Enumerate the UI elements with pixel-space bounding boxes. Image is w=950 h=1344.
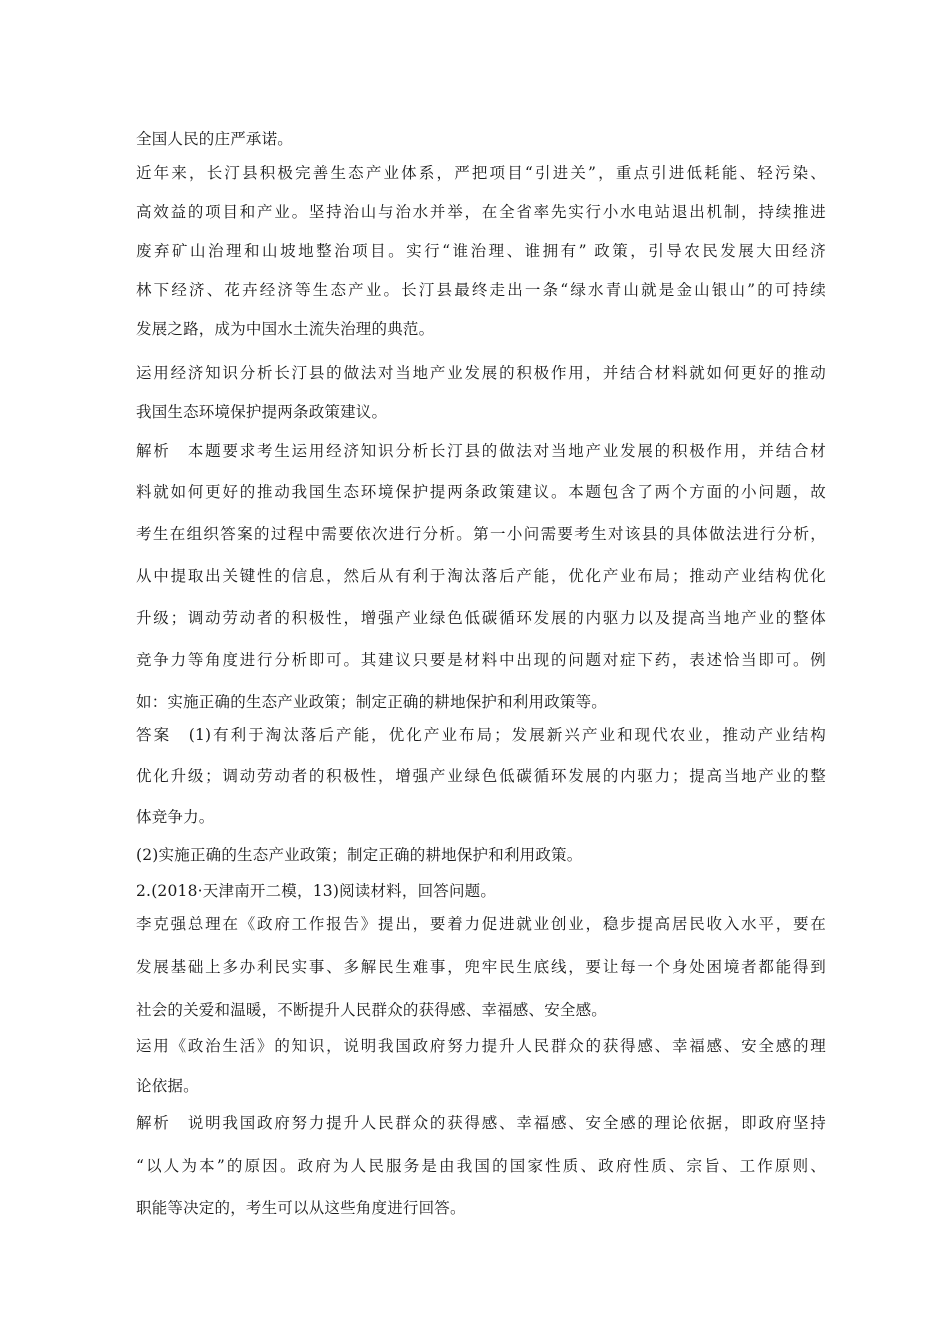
text-line: 优化升级；调动劳动者的积极性，增强产业绿色低碳循环发展的内驱力；提高当地产业的整 (136, 767, 826, 785)
text-line: 解析 说明我国政府努力提升人民群众的获得感、幸福感、安全感的理论依据，即政府坚持 (136, 1114, 826, 1132)
text-line: 论依据。 (136, 1077, 199, 1095)
text-line: 发展之路，成为中国水土流失治理的典范。 (136, 320, 435, 338)
text-line: 发展基础上多办利民实事、多解民生难事，兜牢民生底线，要让每一个身处困境者都能得到 (136, 958, 826, 976)
text-line: 高效益的项目和产业。坚持治山与治水并举，在全省率先实行小水电站退出机制，持续推进 (136, 203, 826, 221)
text-line: 考生在组织答案的过程中需要依次进行分析。第一小问需要考生对该县的具体做法进行分析， (136, 525, 826, 543)
text-line: 职能等决定的，考生可以从这些角度进行回答。 (136, 1199, 466, 1217)
text-line: 体竞争力。 (136, 808, 215, 826)
text-line: 从中提取出关键性的信息，然后从有利于淘汰落后产能，优化产业布局；推动产业结构优化 (136, 567, 826, 585)
text-line: 近年来，长汀县积极完善生态产业体系，严把项目“引进关”，重点引进低耗能、轻污染、 (136, 164, 826, 182)
text-line: (2)实施正确的生态产业政策；制定正确的耕地保护和利用政策。 (136, 846, 583, 864)
text-line: 升级；调动劳动者的积极性，增强产业绿色低碳循环发展的内驱力以及提高当地产业的整体 (136, 609, 826, 627)
text-line: 全国人民的庄严承诺。 (136, 130, 294, 148)
text-line: 竞争力等角度进行分析即可。其建议只要是材料中出现的问题对症下药，表述恰当即可。例 (136, 651, 826, 669)
text-line: 李克强总理在《政府工作报告》提出，要着力促进就业创业，稳步提高居民收入水平，要在 (136, 915, 826, 933)
text-line: 解析 本题要求考生运用经济知识分析长汀县的做法对当地产业发展的积极作用，并结合材 (136, 442, 826, 460)
text-line: “以人为本”的原因。政府为人民服务是由我国的国家性质、政府性质、宗旨、工作原则、 (136, 1157, 826, 1175)
text-line: 运用《政治生活》的知识，说明我国政府努力提升人民群众的获得感、幸福感、安全感的理 (136, 1037, 826, 1055)
text-line: 答案 (1)有利于淘汰落后产能，优化产业布局；发展新兴产业和现代农业，推动产业结构 (136, 726, 826, 744)
text-line: 社会的关爱和温暖，不断提升人民群众的获得感、幸福感、安全感。 (136, 1001, 608, 1019)
text-line: 如：实施正确的生态产业政策；制定正确的耕地保护和利用政策等。 (136, 693, 608, 711)
text-line: 我国生态环境保护提两条政策建议。 (136, 403, 388, 421)
text-line: 料就如何更好的推动我国生态环境保护提两条政策建议。本题包含了两个方面的小问题，故 (136, 483, 826, 501)
text-line: 林下经济、花卉经济等生态产业。长汀县最终走出一条“绿水青山就是金山银山”的可持续 (136, 281, 826, 299)
text-line: 废弃矿山治理和山坡地整治项目。实行“谁治理、谁拥有” 政策，引导农民发展大田经济 (136, 242, 826, 260)
text-line: 2.(2018·天津南开二模，13)阅读材料，回答问题。 (136, 882, 497, 900)
text-line: 运用经济知识分析长汀县的做法对当地产业发展的积极作用，并结合材料就如何更好的推动 (136, 364, 826, 382)
